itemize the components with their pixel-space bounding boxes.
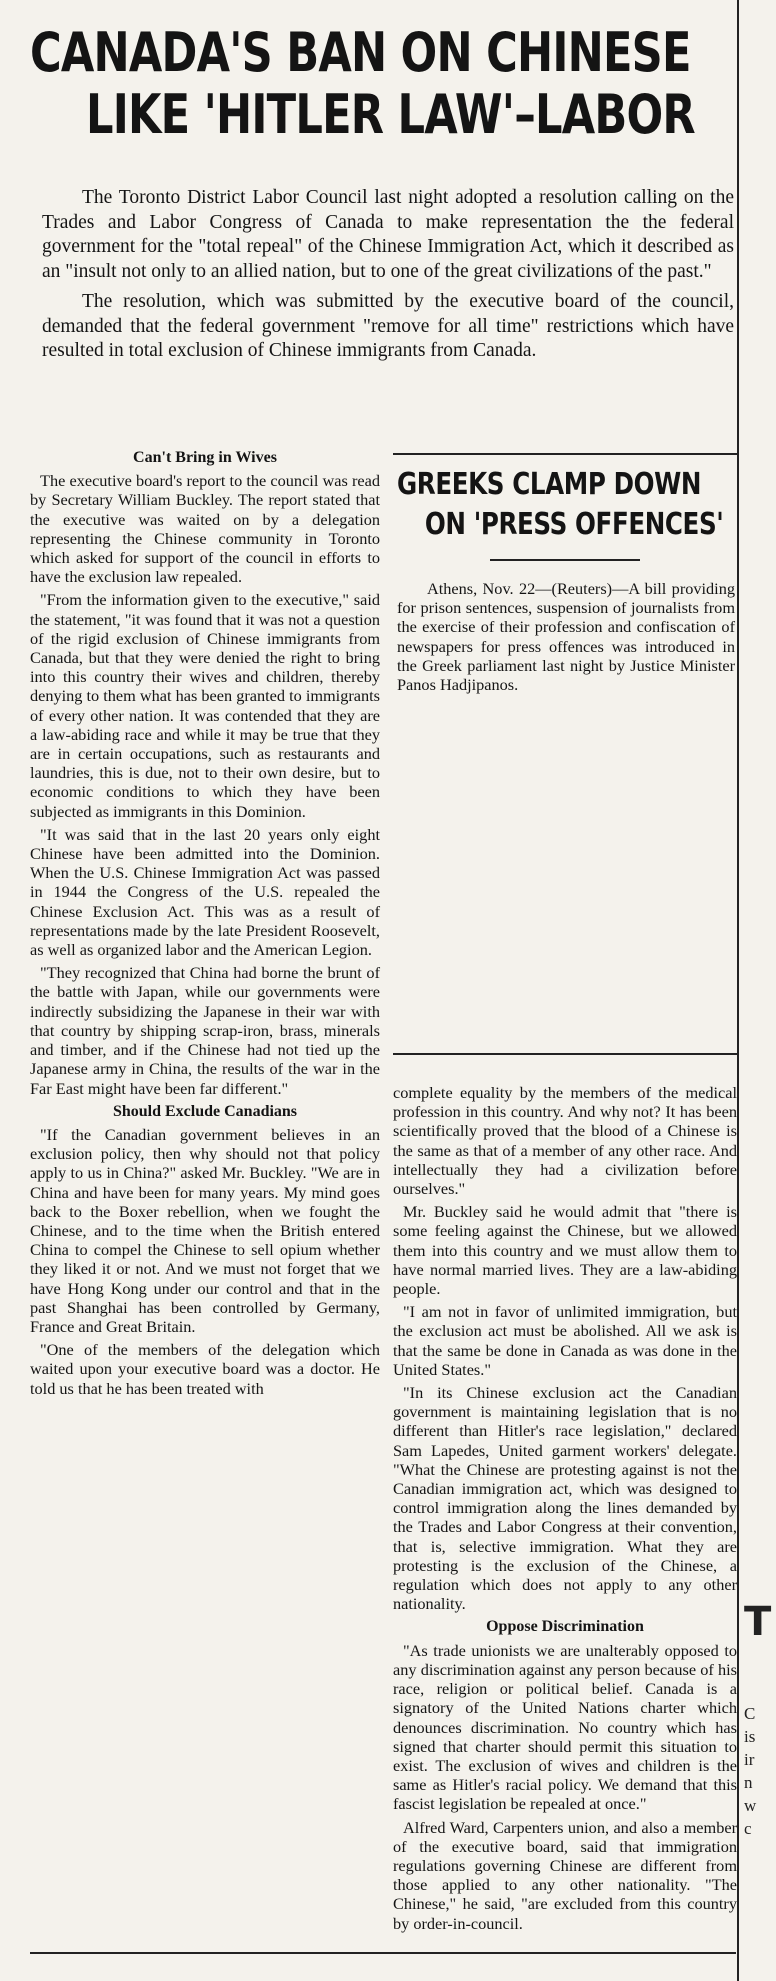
- body-paragraph: "In its Chinese exclusion act the Canadian government is maintaining legislation that is no different than Hitler's race legislation," declared Sam Lapedes, United garment workers' delegate. "What the Chinese are protesting against is not the Canadian immigration act, which was designed to control immigration along the lines demanded by the Trades and Labor Congress at their convention, that is, selective immigration. What they are protesting is the exclusion of the Chinese, a regulation which does not apply to any other nationality.: [393, 1383, 737, 1614]
- body-paragraph: "If the Canadian government believes in an exclusion policy, then why should not that policy apply to us in China?" asked Mr. Buckley. "We are in China and have been for many years. My mind goes back to the Boxer rebellion, when we fought the Chinese, and to the time when the British entered China to compel the Chinese to sell opium whether they liked it or not. And we must not forget that we have Hong Kong under our control and that in the past Shanghai has been controlled by Germany, France and Great Britain.: [30, 1124, 380, 1336]
- body-paragraph: "One of the members of the delegation which waited upon your executive board was a doctor. He told us that he has been treated with: [30, 1340, 380, 1398]
- fragment-char: w: [744, 1796, 757, 1815]
- adjacent-column-fragment: [744, 1600, 774, 1840]
- sidebar-story-greeks: [393, 453, 737, 1055]
- sidebar-headline-line-2: ON 'PRESS OFFENCES': [424, 507, 724, 542]
- headline-line-1: CANADA'S BAN ON CHINESE: [30, 21, 691, 84]
- body-paragraph: Mr. Buckley said he would admit that "there is some feeling against the Chinese, but we allowed them into this country and we must allow them to have normal married lives. They are a law-abiding people.: [393, 1202, 737, 1299]
- article-column-left: [30, 446, 380, 1402]
- fragment-char: is: [744, 1727, 756, 1746]
- article-column-right: [393, 1083, 737, 1937]
- lead-paragraph: The Toronto District Labor Council last night adopted a resolution calling on the Trades and Labor Congress of Canada to make representation the the federal government for the "total repeal" of the Chinese Immigration Act, which it described as an "insult not only to an allied nation, but to one of the great civilizations of the past.": [42, 187, 734, 282]
- sidebar-headline: [397, 465, 724, 545]
- bottom-rule: [30, 1952, 736, 1954]
- sidebar-paragraph: Athens, Nov. 22—(Reuters)—A bill providing for prison sentences, suspension of journalists from the exercise of their profession and confiscation of newspapers for press offences was introduced in the Greek parliament last night by Justice Minister Panos Hadjipanos.: [397, 579, 735, 695]
- adjacent-fragment-chars: [744, 1702, 774, 1840]
- fragment-char: ir: [744, 1750, 755, 1769]
- body-paragraph: "From the information given to the executive," said the statement, "it was found that it was not a question of the rigid exclusion of Chinese immigrants from Canada, but that they were denied the right to bring into this country their wives and children, thereby denying to them what has been granted to immigrants of every other nation. It was contended that they are a law-abiding race and while it may be true that they are in certain occupations, such as restaurants and laundries, this is due, not to their own desire, but to economic conditions to which they have been subjected as immigrants in this Dominion.: [30, 590, 380, 821]
- body-paragraph: complete equality by the members of the medical profession in this country. And why not? It has been scientifically proved that the blood of a Chinese is the same as that of a member of any other race. And intellectually they had a civilization before ourselves.": [393, 1083, 737, 1199]
- body-paragraph: Alfred Ward, Carpenters union, and also a member of the executive board, said that immigration regulations governing Chinese are different from those applied to any other nationality. "The Chinese," he said, "are excluded from this country by order-in-council.: [393, 1817, 737, 1933]
- lead-paragraph: The resolution, which was submitted by the executive board of the council, demanded that the federal government "remove for all time" restrictions which have resulted in total exclusion of Chinese immigrants from Canada.: [42, 291, 734, 361]
- body-paragraph: "I am not in favor of unlimited immigration, but the exclusion act must be abolished. All we ask is that the same be done in Canada as was done in the United States.": [393, 1302, 737, 1379]
- lead-paragraphs: [42, 186, 734, 370]
- subhead-should-exclude-canadians: Should Exclude Canadians: [112, 1102, 298, 1120]
- headline-line-2: LIKE 'HITLER LAW'–LABOR: [86, 83, 695, 146]
- adjacent-fragment-letter: T: [744, 1599, 772, 1645]
- sidebar-bottom-rule: [393, 1053, 737, 1055]
- fragment-char: C: [744, 1704, 756, 1723]
- subhead-oppose-discrimination: Oppose Discrimination: [486, 1618, 644, 1636]
- sidebar-divider: [490, 559, 640, 561]
- body-paragraph: "It was said that in the last 20 years only eight Chinese have been admitted into the Dominion. When the U.S. Chinese Immigration Act was passed in 1944 the Congress of the U.S. repealed the Chinese Exclusion Act. This was as a result of representations made by the late President Roosevelt, as well as organized labor and the American Legion.: [30, 824, 380, 960]
- fragment-char: c: [744, 1819, 752, 1838]
- body-paragraph: "As trade unionists we are unalterably opposed to any discrimination against any person because of his race, religion or political belief. Canada is a signatory of the United Nations charter which denounces discrimination. No country which has signed that charter should permit this situation to exist. The exclusion of wives and children is the same as Hitler's racial policy. We demand that this fascist legislation be repealed at once.": [393, 1640, 737, 1814]
- column-rule-right: [737, 0, 739, 1981]
- body-paragraph: The executive board's report to the council was read by Secretary William Buckley. The report stated that the executive was waited on by a delegation representing the Chinese community in Toronto which asked for support of the council in efforts to have the exclusion law repealed.: [30, 471, 380, 587]
- headline: [30, 22, 736, 146]
- fragment-char: n: [744, 1773, 753, 1792]
- subhead-cant-bring-in-wives: Can't Bring in Wives: [133, 449, 277, 466]
- sidebar-headline-line-1: GREEKS CLAMP DOWN: [397, 467, 702, 502]
- sidebar-body: [393, 579, 737, 694]
- body-paragraph: "They recognized that China had borne the brunt of the battle with Japan, while our governments were indirectly subsidizing the Japanese in their war with that country by shipping scrap-iron, brass, minerals and timber, and if the Chinese had not tied up the Japanese army in China, the results of the war in the Far East might have been far different.": [30, 963, 380, 1098]
